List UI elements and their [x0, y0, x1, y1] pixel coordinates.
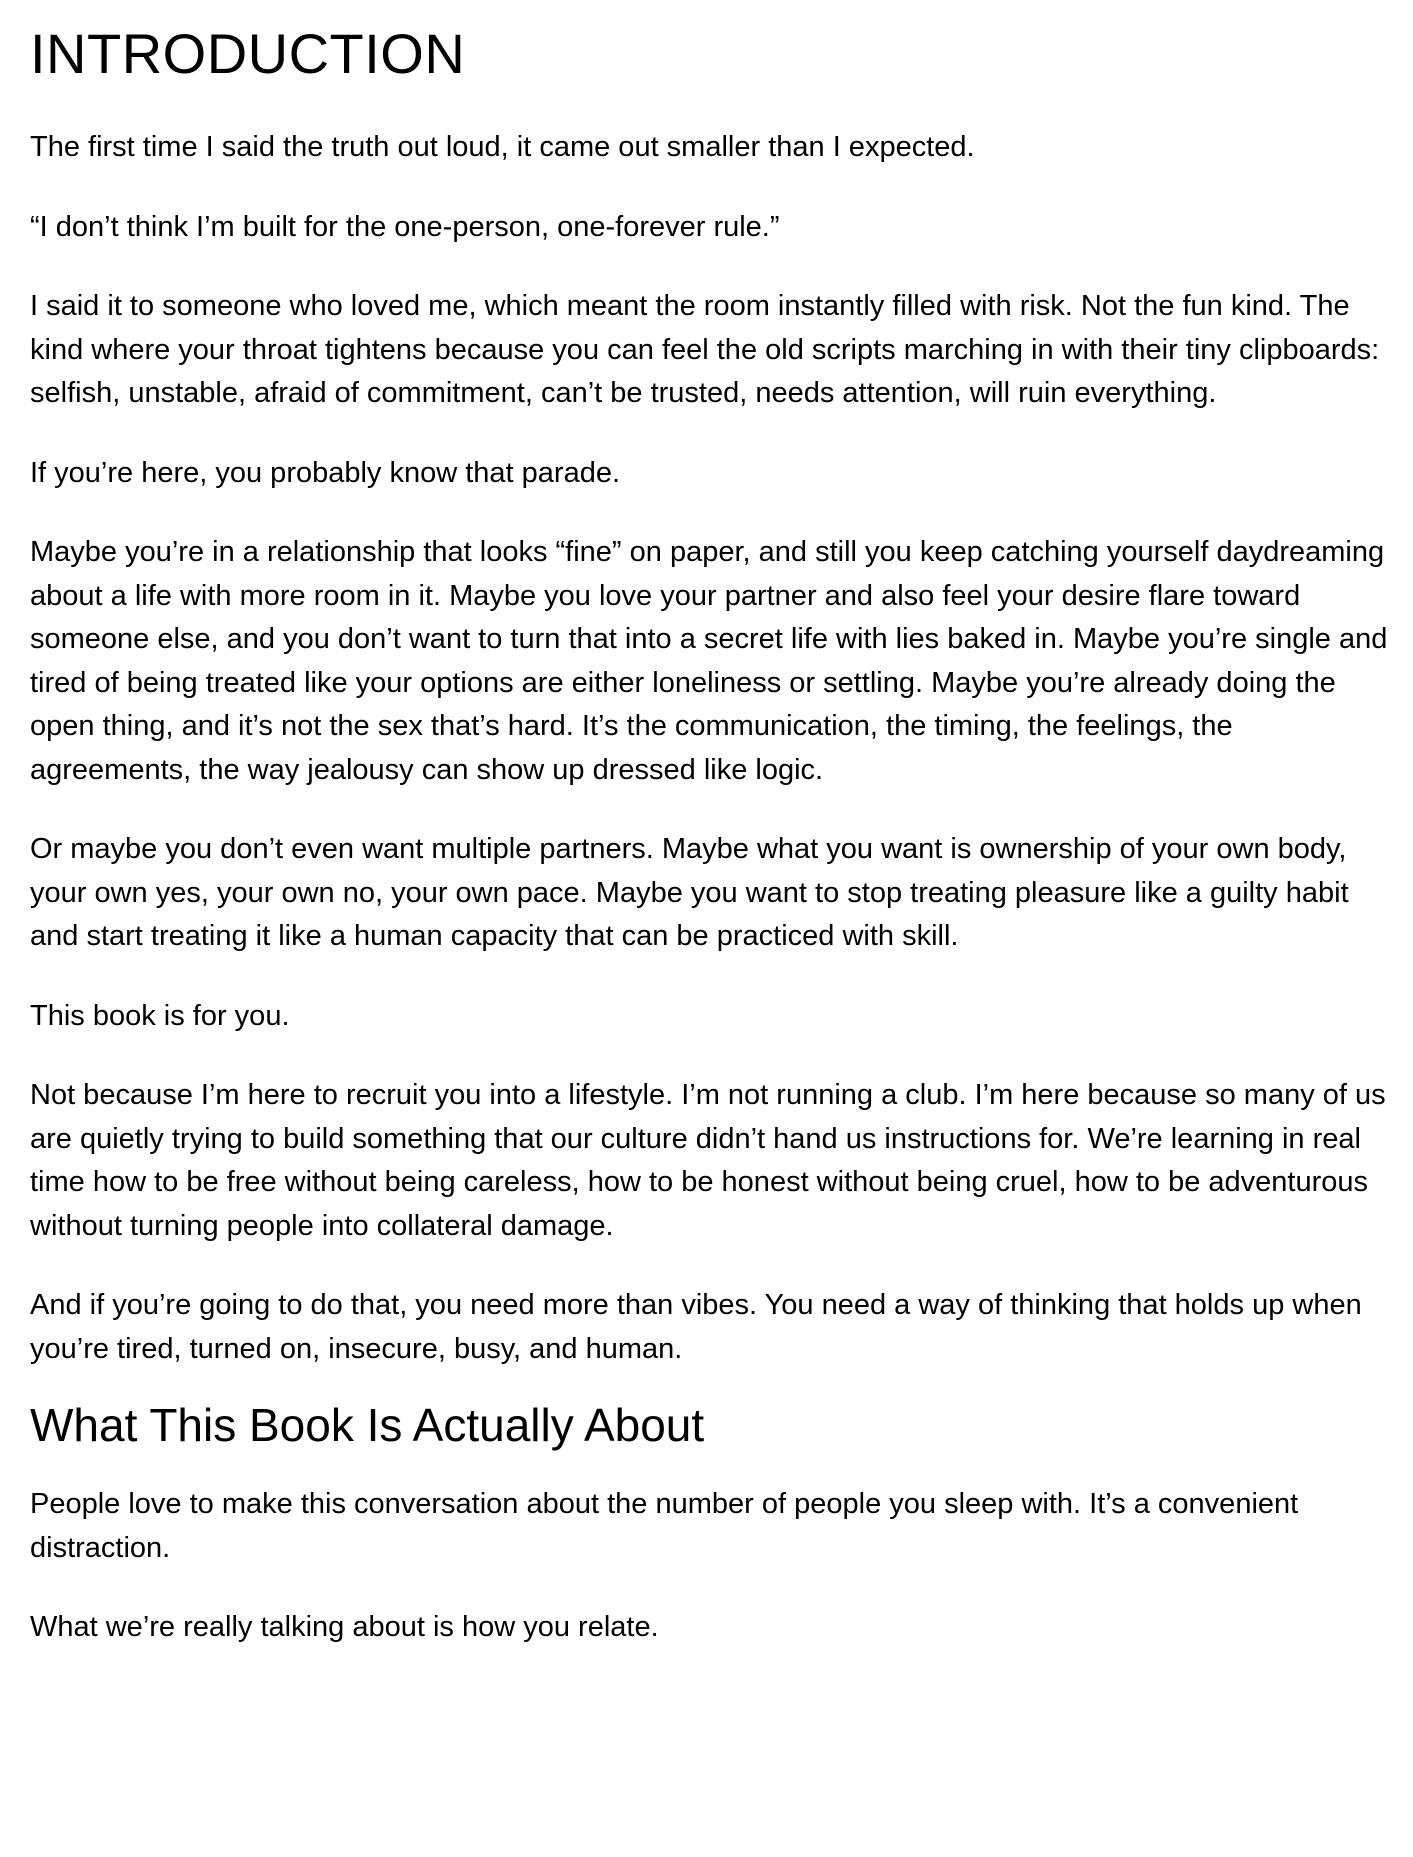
paragraph: This book is for you. — [30, 999, 290, 1032]
paragraph: Or maybe you don’t even want multiple partners. Maybe what you want is ownership of your own body, your own yes, your own no, your own pace. Maybe you want to stop treating pleasure like a guilty habit and start treating it like a human capacity that can be practiced with skill. — [30, 833, 1349, 952]
paragraph: If you’re here, you probably know that parade. — [30, 456, 621, 489]
paragraph: Not because I’m here to recruit you into a lifestyle. I’m not running a club. I’m here because so many of us are quietly trying to build something that our culture didn’t hand us instructions for. We’re learning in real time how to be free without being careless, how to be honest without being cruel, how to be adventurous without turning people into collateral damage. — [30, 1079, 1386, 1242]
chapter-heading: INTRODUCTION — [30, 22, 466, 85]
document-page — [30, 0, 1400, 1650]
paragraph: And if you’re going to do that, you need more than vibes. You need a way of thinking that holds up when you’re tired, turned on, insecure, busy, and human. — [30, 1289, 1362, 1365]
paragraph: “I don’t think I’m built for the one-person, one-forever rule.” — [30, 210, 780, 243]
paragraph: What we’re really talking about is how you relate. — [30, 1611, 659, 1643]
paragraph: I said it to someone who loved me, which meant the room instantly filled with risk. Not the fun kind. The kind where your throat tightens because you can feel the old scripts marching in with their tiny clipboards: selfish, unstable, afraid of commitment, can’t be trusted, needs attention, will ruin everything. — [30, 290, 1380, 409]
section-heading: What This Book Is Actually About — [30, 1399, 705, 1451]
paragraph: The first time I said the truth out loud, it came out smaller than I expected. — [30, 131, 975, 163]
paragraph: People love to make this conversation about the number of people you sleep with. It’s a convenient distraction. — [30, 1488, 1299, 1564]
paragraph: Maybe you’re in a relationship that looks “fine” on paper, and still you keep catching yourself daydreaming about a life with more room in it. Maybe you love your partner and also feel your desire flare toward someone else, and you don’t want to turn that into a secret life with lies baked in. Maybe you’re single and tired of being treated like your options are either loneliness or settling. Maybe you’re already doing the open thing, and it’s not the sex that’s hard. It’s the communication, the timing, the feelings, the agreements, the way jealousy can show up dressed like logic. — [30, 536, 1388, 786]
